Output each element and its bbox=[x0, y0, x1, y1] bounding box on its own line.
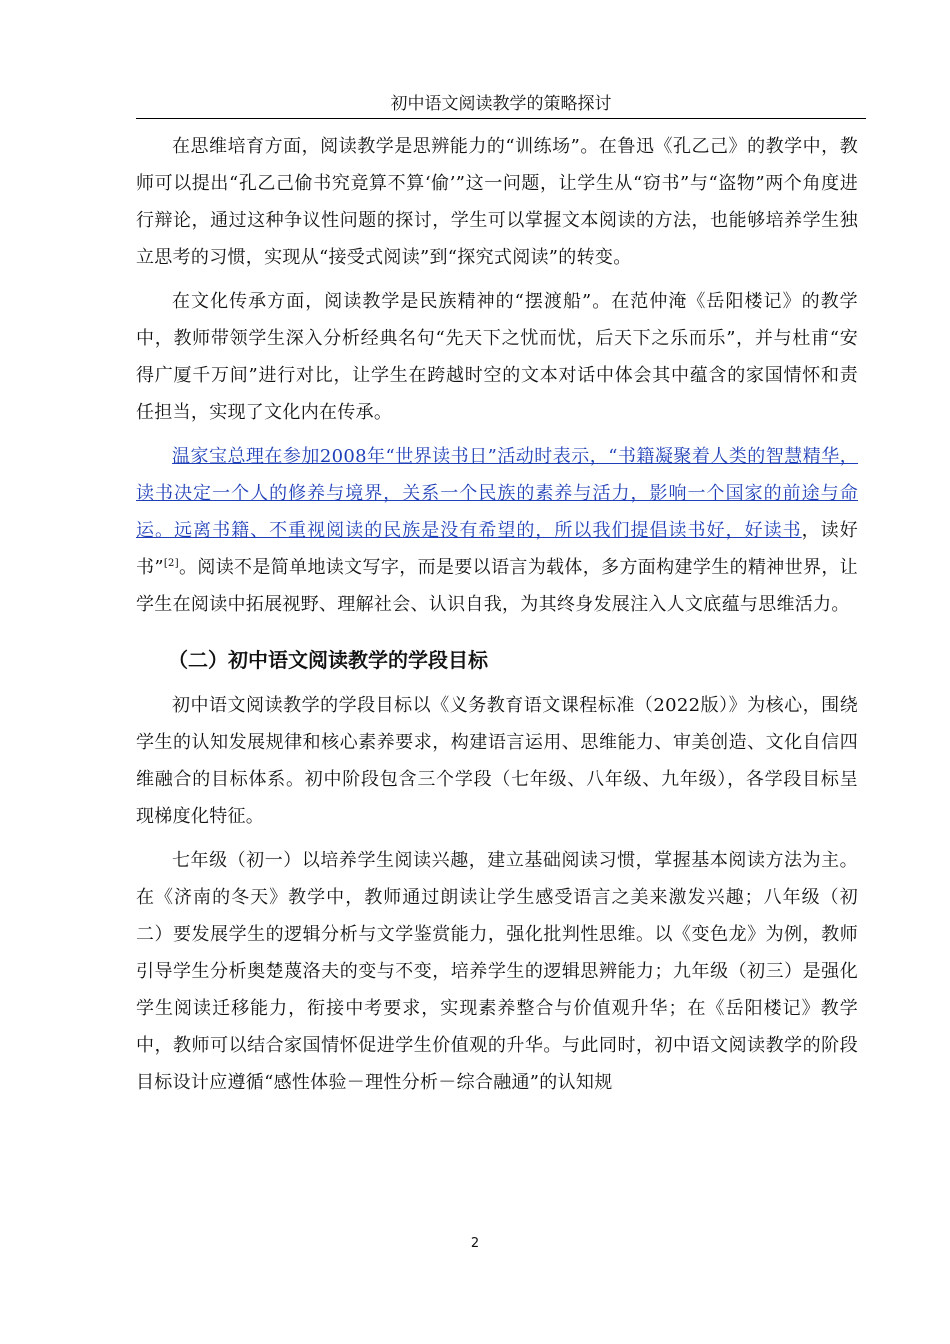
paragraph-quote bbox=[136, 438, 858, 623]
section-heading: （二）初中语文阅读教学的学段目标 bbox=[168, 648, 488, 672]
quote-plain-text: ，读好书” bbox=[136, 520, 858, 578]
citation-reference[interactable]: [2] bbox=[163, 558, 179, 569]
paragraph-culture: 在文化传承方面，阅读教学是民族精神的“摆渡船”。在范仲淹《岳阳楼记》的教学中，教师带领学生深入分析经典名句“先天下之忧而忧，后天下之乐而乐”，并与杜甫“安得广厦千万间”进行对比，让学生在跨越时空的文本对话中体会其中蕴含的家国情怀和责任担当，实现了文化内在传承。 bbox=[136, 291, 858, 423]
paragraph-grade-goals: 七年级（初一）以培养学生阅读兴趣，建立基础阅读习惯，掌握基本阅读方法为主。在《济南的冬天》教学中，教师通过朗读让学生感受语言之美来激发兴趣；八年级（初二）要发展学生的逻辑分析与文学鉴赏能力，强化批判性思维。以《变色龙》为例，教师引导学生分析奥楚蔑洛夫的变与不变，培养学生的逻辑思辨能力；九年级（初三）是强化学生阅读迁移能力，衔接中考要求，实现素养整合与价值观升华；在《岳阳楼记》教学中，教师可以结合家国情怀促进学生价值观的升华。与此同时，初中语文阅读教学的阶段目标设计应遵循“感性体验－理性分析－综合融通”的认知规 bbox=[136, 850, 858, 1093]
paragraph-thinking: 在思维培育方面，阅读教学是思辨能力的“训练场”。在鲁迅《孔乙己》的教学中，教师可以提出“孔乙己偷书究竟算不算‘偷’”这一问题，让学生从“窃书”与“盗物”两个角度进行辩论，通过这种争议性问题的探讨，学生可以掌握文本阅读的方法，也能够培养学生独立思考的习惯，实现从“接受式阅读”到“探究式阅读”的转变。 bbox=[136, 136, 858, 268]
page-header bbox=[136, 92, 866, 119]
quote-rest-text: 。阅读不是简单地读文写字，而是要以语言为载体，多方面构建学生的精神世界，让学生在阅读中拓展视野、理解社会、认识自我，为其终身发展注入人文底蕴与思维活力。 bbox=[136, 557, 858, 615]
header-title: 初中语文阅读教学的策略探讨 bbox=[390, 94, 612, 114]
paragraph-stage-goals: 初中语文阅读教学的学段目标以《义务教育语文课程标准（2022版）》为核心，围绕学生的认知发展规律和核心素养要求，构建语言运用、思维能力、审美创造、文化自信四维融合的目标体系。初中阶段包含三个学段（七年级、八年级、九年级），各学段目标呈现梯度化特征。 bbox=[136, 695, 858, 827]
page-number: 2 bbox=[470, 1236, 480, 1251]
quote-hyperlink[interactable]: 温家宝总理在参加2008年“世界读书日”活动时表示，“书籍凝聚着人类的智慧精华，读书决定一个人的修养与境界，关系一个民族的素养与活力，影响一个国家的前途与命运。远离书籍、不重视阅读的民族是没有希望的，所以我们提倡读书好，好读书 bbox=[136, 446, 858, 541]
document-body bbox=[136, 128, 858, 1101]
